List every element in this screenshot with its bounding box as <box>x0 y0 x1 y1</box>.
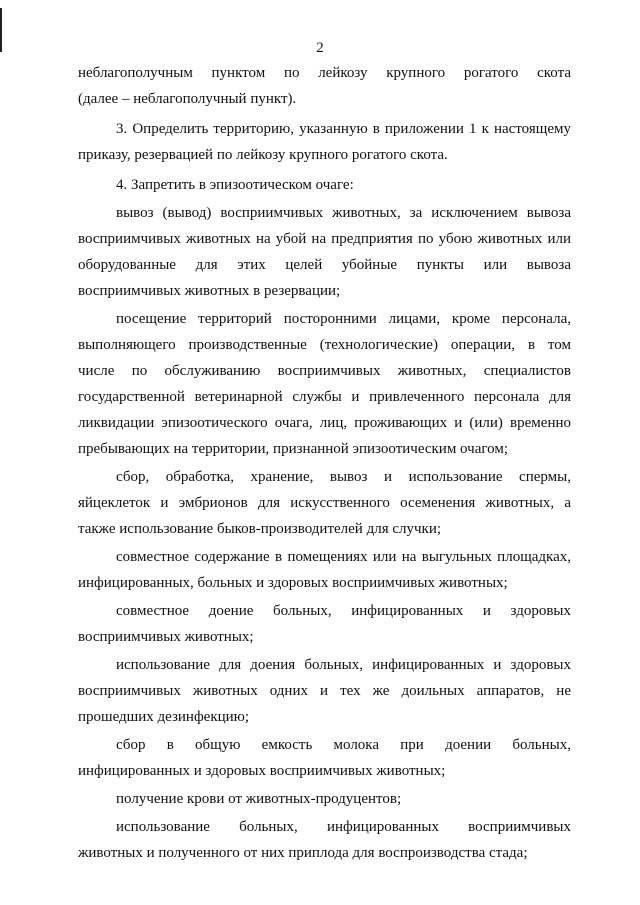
paragraph-line: животных и полученного от них приплода для воспроизводства стада; <box>78 845 528 861</box>
paragraph-8 <box>78 598 571 650</box>
paragraph-line: использование больных, инфицированных восприимчивых <box>116 819 571 835</box>
paragraph-line: также использование быков-производителей для случки; <box>78 521 442 537</box>
paragraph-line: получение крови от животных-продуцентов; <box>116 791 402 807</box>
page-number: 2 <box>316 40 324 56</box>
document-body <box>78 60 571 866</box>
paragraph-line: яйцеклеток и эмбрионов для искусственного осеменения животных, а <box>78 495 571 511</box>
paragraph-line: оборудованные для этих целей убойные пункты или вывоза <box>78 257 571 273</box>
paragraph-line: прошедших дезинфекцию; <box>78 709 250 725</box>
paragraph-line: восприимчивых животных в резервации; <box>78 283 341 299</box>
paragraph-line: ликвидации эпизоотического очага, лиц, проживающих и (или) временно <box>78 415 571 431</box>
paragraph-4 <box>78 200 571 304</box>
paragraph-line: приказу, резервацией по лейкозу крупного рогатого скота. <box>78 147 448 163</box>
paragraph-line: вывоз (вывод) восприимчивых животных, за исключением вывоза <box>116 205 571 221</box>
paragraph-line: восприимчивых животных; <box>78 629 254 645</box>
paragraph-5 <box>78 306 571 462</box>
paragraph-11 <box>78 786 571 812</box>
paragraph-12 <box>78 814 571 866</box>
paragraph-line: сбор в общую емкость молока при доении больных, <box>116 737 571 753</box>
paragraph-7 <box>78 544 571 596</box>
paragraph-3 <box>78 172 571 198</box>
paragraph-line: выполняющего производственные (технологические) операции, в том <box>78 337 571 353</box>
paragraph-2 <box>78 116 571 168</box>
paragraph-line: числе по обслуживанию восприимчивых животных, специалистов <box>78 363 571 379</box>
paragraph-line: пребывающих на территории, признанной эпизоотическим очагом; <box>78 441 509 457</box>
paragraph-line: сбор, обработка, хранение, вывоз и использование спермы, <box>116 469 571 485</box>
paragraph-line: совместное доение больных, инфицированных и здоровых <box>116 603 571 619</box>
paragraph-1 <box>78 60 571 112</box>
paragraph-line: совместное содержание в помещениях или на выгульных площадках, <box>116 549 571 565</box>
paragraph-line: государственной ветеринарной службы и привлеченного персонала для <box>78 389 571 405</box>
paragraph-line: посещение территорий посторонними лицами, кроме персонала, <box>116 311 571 327</box>
paragraph-line: восприимчивых животных одних и тех же доильных аппаратов, не <box>78 683 571 699</box>
paragraph-line: 3. Определить территорию, указанную в приложении 1 к настоящему <box>116 121 571 137</box>
paragraph-line: неблагополучным пунктом по лейкозу крупного рогатого скота <box>78 65 571 81</box>
paragraph-line: 4. Запретить в эпизоотическом очаге: <box>116 177 354 193</box>
paragraph-line: восприимчивых животных на убой на предприятия по убою животных или <box>78 231 571 247</box>
paragraph-line: использование для доения больных, инфицированных и здоровых <box>116 657 571 673</box>
paragraph-6 <box>78 464 571 542</box>
paragraph-line: инфицированных и здоровых восприимчивых животных; <box>78 763 446 779</box>
paragraph-line: (далее – неблагополучный пункт). <box>78 91 297 107</box>
paragraph-9 <box>78 652 571 730</box>
paragraph-10 <box>78 732 571 784</box>
paragraph-line: инфицированных, больных и здоровых восприимчивых животных; <box>78 575 508 591</box>
